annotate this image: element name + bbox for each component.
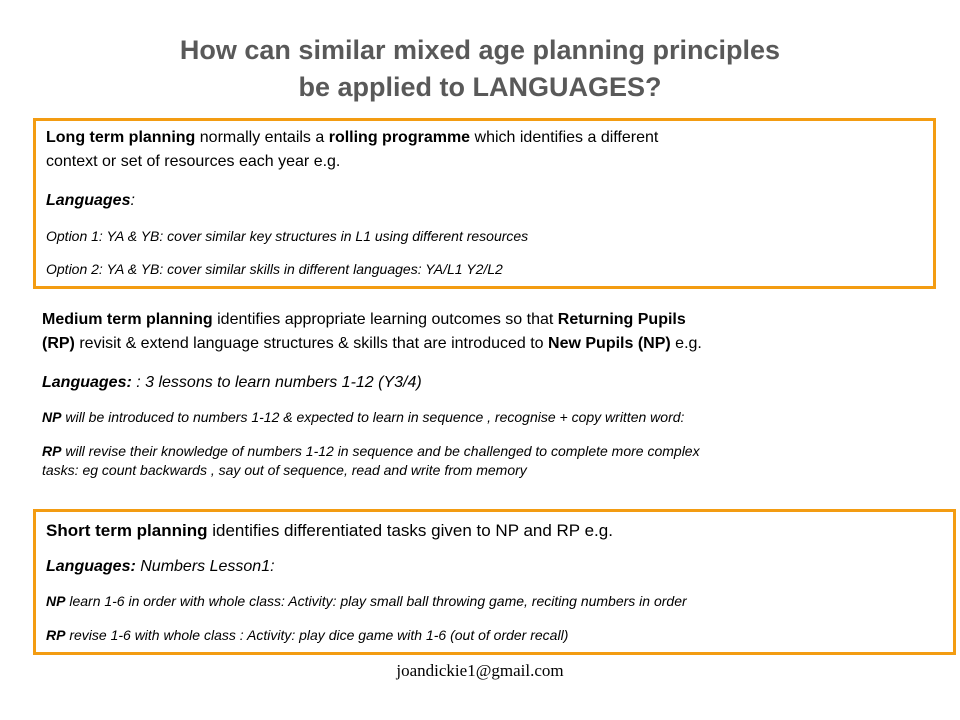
medium-term-np [42,409,684,425]
medium-term-text: identifies appropriate learning outcomes so that [212,311,558,328]
medium-term-languages [42,372,422,393]
short-rp-label: RP [46,627,66,643]
long-term-heading: Long term planning [46,129,196,146]
medium-term-line-2 [42,333,702,354]
short-term-heading: Short term planning [46,521,208,540]
long-term-text: normally entails a [195,129,329,146]
languages-label: Languages [46,192,131,209]
long-term-option-2: Option 2: YA & YB: cover similar skills in different languages: YA/L1 Y2/L2 [46,261,503,277]
new-pupils-term: New Pupils (NP) [548,335,671,352]
long-term-languages-label [46,190,135,211]
short-term-np [46,593,687,609]
short-np-label: NP [46,593,66,609]
short-languages-text: Numbers Lesson1: [135,558,275,575]
title-line-1: How can similar mixed age planning principles [179,35,781,65]
short-term-line-1 [46,520,613,541]
long-term-line-2: context or set of resources each year e.g. [46,153,341,170]
medium-term-text-2: revisit & extend language structures & skills that are introduced to [74,335,549,352]
medium-languages-text: : 3 lessons to learn numbers 1-12 (Y3/4) [131,374,422,391]
medium-languages-label: Languages: [42,374,132,391]
title-line-2: be applied to LANGUAGES? [298,72,662,102]
languages-colon: : [130,192,135,209]
medium-term-heading: Medium term planning [42,311,213,328]
rp-abbrev: (RP) [42,335,75,352]
footer-email: joandickie1@gmail.com [396,661,564,680]
short-term-text: identifies differentiated tasks given to NP and RP e.g. [207,521,613,540]
np-label: NP [42,409,62,425]
medium-term-text-end: e.g. [670,335,702,352]
rp-text-1: will revise their knowledge of numbers 1-12 in sequence and be challenged to complete more complex [61,443,700,459]
short-np-text: learn 1-6 in order with whole class: Activity: play small ball throwing game, reciting numbers in order [65,593,687,609]
rolling-programme-term: rolling programme [328,129,471,146]
np-text: will be introduced to numbers 1-12 & expected to learn in sequence , recognise + copy written word: [61,409,685,425]
rp-label: RP [42,443,62,459]
short-term-rp [46,627,568,643]
short-rp-text: revise 1-6 with whole class : Activity: play dice game with 1-6 (out of order recall) [65,627,569,643]
medium-term-line-1 [42,309,686,330]
returning-pupils-term: Returning Pupils [557,311,686,328]
medium-term-rp-1 [42,443,700,459]
page-title [0,32,960,106]
long-term-option-1: Option 1: YA & YB: cover similar key structures in L1 using different resources [46,228,529,244]
medium-term-rp-2: tasks: eg count backwards , say out of sequence, read and write from memory [42,462,527,478]
long-term-line-1 [46,127,658,148]
short-languages-label: Languages: [46,558,136,575]
short-term-languages [46,556,275,577]
long-term-text-end: which identifies a different [470,129,659,146]
